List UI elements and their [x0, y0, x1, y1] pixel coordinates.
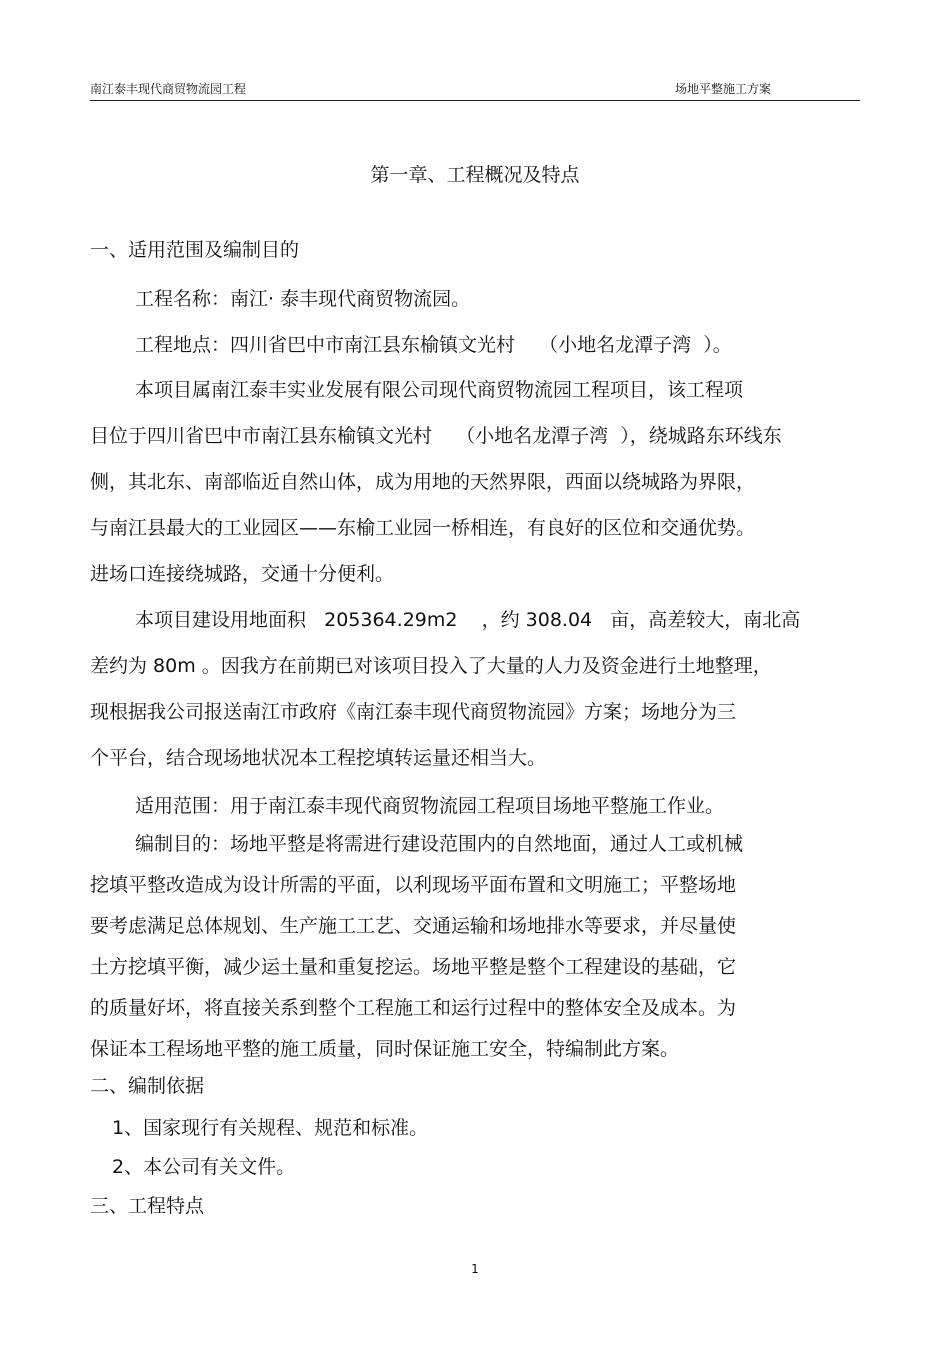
- page-header: [90, 78, 860, 101]
- para1-line: 进场口连接绕城路，交通十分便利。: [90, 563, 395, 585]
- purpose-line: 土方挖填平衡，减少运土量和重复挖运。场地平整是整个工程建设的基础，它: [90, 956, 737, 978]
- header-doc-title: 场地平整施工方案: [675, 82, 772, 96]
- basis-item: 1、国家现行有关规程、规范和标准。: [112, 1117, 429, 1139]
- basis-item: 2、本公司有关文件。: [112, 1156, 296, 1178]
- para1-line: 目位于四川省巴中市南江县东榆镇文光村 （小地名龙潭子湾 ），绕城路东环线东: [90, 425, 782, 447]
- page-number: 1: [471, 1262, 479, 1276]
- project-location-line: 工程地点：四川省巴中市南江县东榆镇文光村 （小地名龙潭子湾 ）。: [135, 334, 732, 356]
- header-project-name: 南江泰丰现代商贸物流园工程: [90, 82, 247, 96]
- section1-heading: 一、适用范围及编制目的: [90, 239, 300, 261]
- purpose-line: 的质量好坏，将直接关系到整个工程施工和运行过程中的整体安全及成本。为: [90, 997, 737, 1019]
- para1-line: 侧，其北东、南部临近自然山体，成为用地的天然界限，西面以绕城路为界限，: [90, 471, 756, 493]
- purpose-line: 编制目的：场地平整是将需进行建设范围内的自然地面，通过人工或机械: [135, 833, 744, 855]
- para2-line: 现根据我公司报送南江市政府《南江泰丰现代商贸物流园》方案；场地分为三: [90, 701, 737, 723]
- project-name-line: 工程名称：南江· 泰丰现代商贸物流园。: [135, 288, 471, 310]
- scope-line: 适用范围：用于南江泰丰现代商贸物流园工程项目场地平整施工作业。: [135, 795, 725, 817]
- section2-heading: 二、编制依据: [90, 1075, 205, 1097]
- purpose-line: 保证本工程场地平整的施工质量，同时保证施工安全，特编制此方案。: [90, 1038, 680, 1060]
- chapter-title: 第一章、工程概况及特点: [370, 164, 580, 186]
- purpose-line: 要考虑满足总体规划、生产施工工艺、交通运输和场地排水等要求，并尽量使: [90, 915, 737, 937]
- section3-heading: 三、工程特点: [90, 1195, 205, 1217]
- para2-line: 个平台，结合现场地状况本工程挖填转运量还相当大。: [90, 747, 547, 769]
- para1-line: 与南江县最大的工业园区——东榆工业园一桥相连，有良好的区位和交通优势。: [90, 517, 756, 539]
- para2-line: 本项目建设用地面积 205364.29m2 ，约 308.04 亩，高差较大，南北高: [135, 609, 801, 631]
- para2-line: 差约为 80m 。因我方在前期已对该项目投入了大量的人力及资金进行土地整理，: [90, 655, 772, 677]
- para1-line: 本项目属南江泰丰实业发展有限公司现代商贸物流园工程项目，该工程项: [135, 379, 744, 401]
- purpose-line: 挖填平整改造成为设计所需的平面，以利现场平面布置和文明施工；平整场地: [90, 874, 737, 896]
